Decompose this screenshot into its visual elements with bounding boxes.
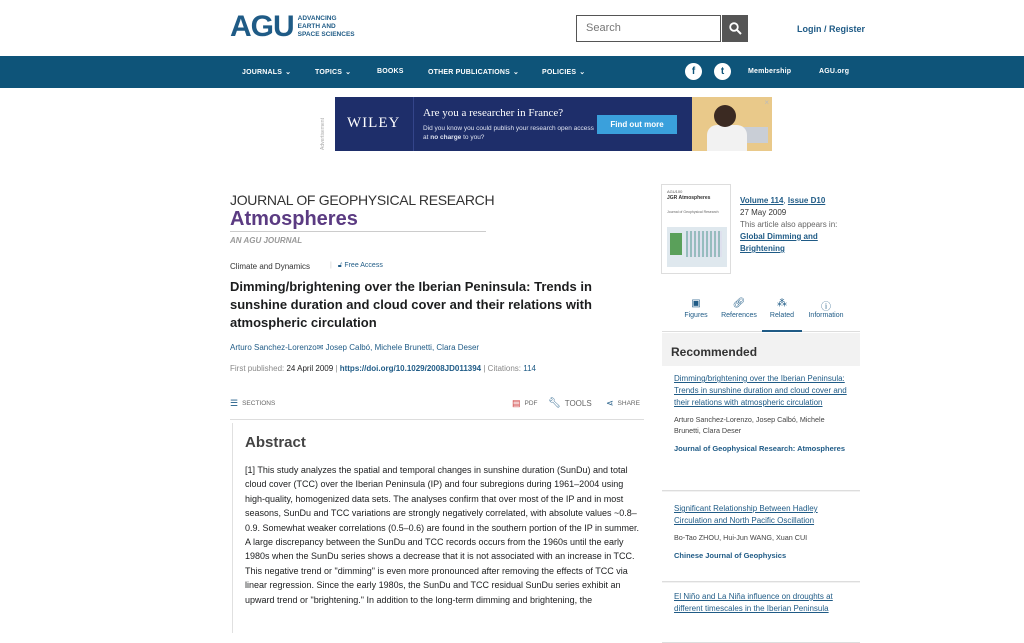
journal-divider: [230, 231, 486, 232]
agu-logo-text: ADVANCING EARTH AND SPACE SCIENCES: [297, 15, 355, 38]
publication-info: First published: 24 April 2009 | https://doi.org/10.1029/2008JD011394 | Citations: 114: [230, 364, 537, 373]
tab-references[interactable]: 🔗︎ References: [719, 296, 759, 319]
chevron-down-icon: ⌄: [285, 69, 292, 76]
unlock-icon: 🔓︎: [337, 262, 345, 269]
email-icon[interactable]: ✉: [316, 343, 324, 352]
volume-link[interactable]: Volume 114: [740, 196, 784, 205]
author-list: Arturo Sanchez-Lorenzo✉ Josep Calbó, Michele Brunetti, Clara Deser: [230, 343, 480, 352]
search-input[interactable]: Search: [576, 15, 721, 42]
image-icon: ▣: [691, 298, 701, 309]
chevron-down-icon: ⌄: [579, 69, 586, 76]
ad-headline: Are you a researcher in France?: [423, 107, 564, 119]
agu-journal-label: AN AGU JOURNAL: [230, 236, 303, 245]
abstract-heading: Abstract: [245, 434, 306, 451]
main-nav: [0, 56, 1024, 88]
author-link[interactable]: Josep Calbó: [325, 343, 371, 352]
network-icon: ⁂: [777, 298, 787, 309]
nav-membership[interactable]: Membership: [748, 68, 792, 75]
ad-close-icon[interactable]: ×: [764, 98, 769, 107]
author-link[interactable]: Michele Brunetti: [374, 343, 432, 352]
list-icon: ☰: [230, 398, 239, 408]
search-icon: [729, 22, 742, 35]
article-tools-bar: [230, 394, 644, 420]
appears-in-label: This article also appears in:: [740, 220, 838, 229]
abstract-section: [232, 423, 652, 633]
ad-photo: [692, 97, 772, 151]
link-icon: 🔗︎: [732, 298, 746, 309]
recommended-panel: [662, 333, 860, 633]
tab-information[interactable]: ⓘ Information: [806, 296, 846, 319]
recommended-authors: Bo-Tao ZHOU, Hui-Jun WANG, Xuan CUI: [674, 533, 808, 542]
tab-related[interactable]: ⁂ Related: [762, 296, 802, 332]
chevron-down-icon: ⌄: [345, 69, 352, 76]
recommended-authors: Arturo Sanchez-Lorenzo, Josep Calbó, Michele Brunetti, Clara Deser: [674, 415, 825, 435]
chevron-down-icon: ⌄: [513, 69, 520, 76]
site-header: [0, 0, 1024, 56]
journal-subtitle[interactable]: Atmospheres: [230, 208, 358, 230]
issue-info: Volume 114, Issue D10 27 May 2009 This article also appears in: Global Dimming and Brightening: [740, 195, 850, 255]
nav-other-publications[interactable]: OTHER PUBLICATIONS ⌄: [428, 69, 520, 76]
ad-label: Advertisement: [320, 118, 326, 150]
twitter-icon[interactable]: t: [714, 63, 731, 80]
issue-date: 27 May 2009: [740, 208, 787, 217]
share-icon: ⋖: [606, 398, 614, 408]
ad-find-out-more-button[interactable]: Find out more: [597, 115, 677, 134]
author-link[interactable]: Clara Deser: [436, 343, 480, 352]
free-access-badge: | 🔓︎ Free Access: [330, 262, 383, 269]
first-published-date: 24 April 2009: [286, 364, 334, 373]
author-link[interactable]: Arturo Sanchez-Lorenzo: [230, 343, 317, 352]
recommended-journal[interactable]: Chinese Journal of Geophysics: [674, 551, 787, 560]
wrench-icon: 🔧︎: [548, 398, 561, 409]
advertisement-banner[interactable]: [335, 97, 772, 151]
facebook-icon[interactable]: f: [685, 63, 702, 80]
agu-logo-mark: AGU: [230, 10, 294, 43]
nav-agu-org[interactable]: AGU.org: [819, 68, 850, 75]
nav-topics[interactable]: TOPICS ⌄: [315, 69, 352, 76]
pdf-icon: ▤: [512, 398, 521, 408]
sidebar-tabs: [662, 296, 860, 332]
tools-button[interactable]: 🔧︎ TOOLS: [548, 398, 592, 409]
nav-journals[interactable]: JOURNALS ⌄: [242, 69, 292, 76]
pdf-button[interactable]: ▤ PDF: [512, 398, 538, 408]
login-register-link[interactable]: Login / Register: [797, 24, 866, 34]
collection-link[interactable]: Global Dimming and Brightening: [740, 232, 818, 253]
doi-link[interactable]: https://doi.org/10.1029/2008JD011394: [339, 364, 482, 373]
recommended-title-link[interactable]: Significant Relationship Between Hadley Circulation and North Pacific Oscillation: [674, 504, 818, 525]
journal-title[interactable]: JOURNAL OF GEOPHYSICAL RESEARCH: [230, 192, 495, 208]
recommended-title-link[interactable]: El Niño and La Niña influence on droughts at different timescales in the Iberian Peninsula: [674, 592, 833, 613]
agu-logo[interactable]: [230, 10, 355, 43]
issue-link[interactable]: Issue D10: [787, 196, 826, 205]
ad-divider: [413, 97, 414, 151]
article-category: Climate and Dynamics: [230, 262, 311, 271]
recommended-item: [662, 583, 860, 643]
recommended-title-link[interactable]: Dimming/brightening over the Iberian Peninsula: Trends in sunshine duration and cloud cover and their relations with atmospheric circulation: [674, 374, 847, 407]
share-button[interactable]: ⋖ SHARE: [606, 398, 640, 408]
recommended-item: [662, 366, 860, 491]
search-button[interactable]: [722, 15, 748, 42]
recommended-journal[interactable]: Journal of Geophysical Research: Atmospheres: [674, 444, 846, 453]
ad-subtext: Did you know you could publish your research open access at no charge to you?: [423, 125, 594, 141]
recommended-item: [662, 492, 860, 582]
nav-policies[interactable]: POLICIES ⌄: [542, 69, 586, 76]
article-title: Dimming/brightening over the Iberian Peninsula: Trends in sunshine duration and cloud cover and their relations with atmospheric circulation: [230, 279, 592, 330]
abstract-text: [1] This study analyzes the spatial and temporal changes in sunshine duration (SunDu) and total cloud cover (TCC) over the Iberian Peninsula (IP) and four subregions during 1961–2004 using high-quality, homogenized data sets. The analyses confirm that over most of the IP and in most seasons, SunDu and TCC variations are strongly negatively correlated, with absolute values ~0.8–0.9. Somewhat weaker correlations (0.5–0.6) are found in the southern portion of the IP in summer. A large discrepancy between the SunDu and TCC records occurs from the 1960s until the early 1980s when the SunDu series shows a decrease that it is not associated with an increase in TCC. This negative trend or "dimming" is even more pronounced after removing the effects of TCC via linear regression. Since the early 1980s, the SunDu and TCC residual SunDu series exhibit an upward trend or "brightening." In addition to the long-term dimming and brightening, the: [245, 465, 640, 605]
info-icon: ⓘ: [821, 302, 831, 313]
nav-books[interactable]: BOOKS: [377, 68, 404, 75]
sections-button[interactable]: ☰ SECTIONS: [230, 398, 276, 408]
wiley-logo: WILEY: [347, 115, 401, 131]
journal-cover-image[interactable]: AGU100 JGR Atmospheres Journal of Geophysical Research: [661, 184, 731, 274]
citations-link[interactable]: 114: [523, 364, 537, 373]
tab-figures[interactable]: ▣ Figures: [676, 296, 716, 319]
recommended-heading: Recommended: [671, 345, 758, 359]
